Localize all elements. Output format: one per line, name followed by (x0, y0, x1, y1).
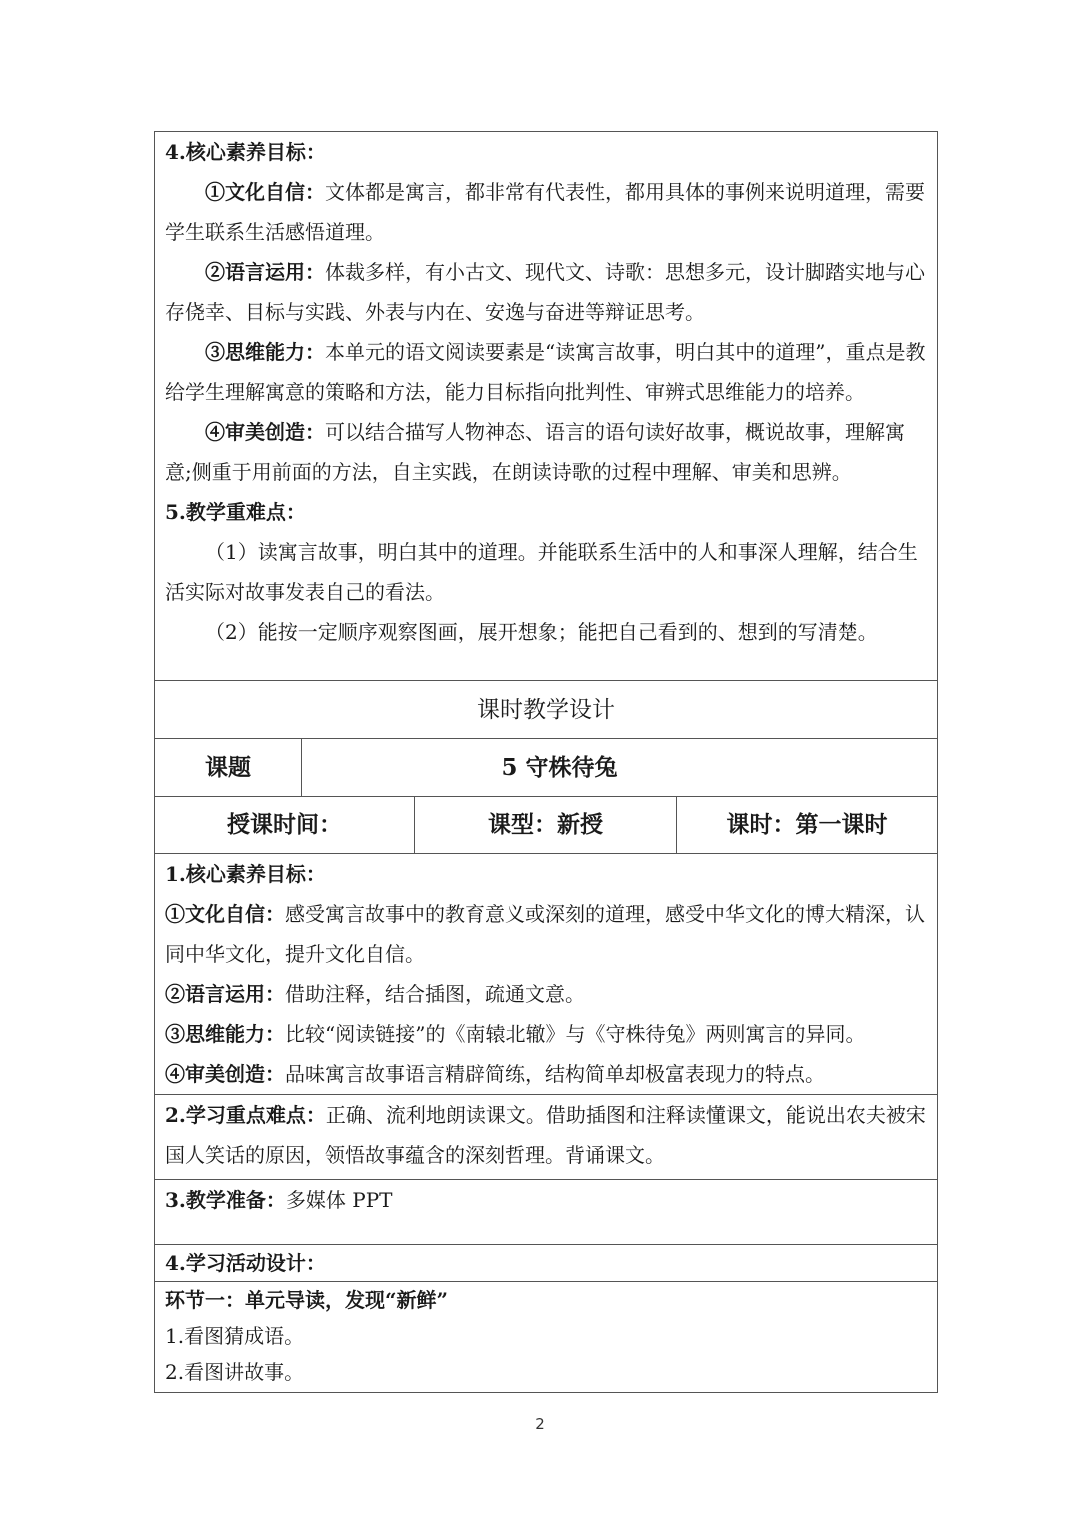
time-label: 授课时间： (155, 797, 415, 854)
prep-row (155, 1180, 938, 1245)
unit-goal-language: ②语言运用：体裁多样，有小古文、现代文、诗歌：思想多元，设计脚踏实地与心存侥幸、目标与实践、外表与内在、安逸与奋进等辩证思考。 (165, 260, 925, 324)
unit-difficulty-1: （1）读寓言故事，明白其中的道理。并能联系生活中的人和事深人理解，结合生活实际对故事发表自己的看法。 (165, 540, 918, 604)
period-label: 课时：第一课时 (677, 797, 938, 854)
goals-heading: 1.核心素养目标： (165, 862, 326, 886)
activity-heading: 4.学习活动设计： (165, 1251, 326, 1275)
activity-stage: 环节一：单元导读，发现“新鲜” (165, 1288, 449, 1312)
lesson-info-row (155, 797, 938, 854)
key-points: 2.学习重点难点：正确、流利地朗读课文。借助插图和注释读懂课文，能说出农夫被宋国人笑话的原因，领悟故事蕴含的深刻哲理。背诵课文。 (165, 1103, 926, 1167)
unit-goals-row (155, 132, 938, 681)
unit-goal-culture: ①文化自信：文体都是寓言，都非常有代表性，都用具体的事例来说明道理，需要学生联系生活感悟道理。 (165, 180, 925, 244)
design-title: 课时教学设计 (155, 681, 938, 739)
unit-goal-aesthetic: ④审美创造：可以结合描写人物神态、语言的语句读好故事，概说故事，理解寓意;侧重于用前面的方法，自主实践，在朗读诗歌的过程中理解、审美和思辨。 (165, 420, 905, 484)
key-points-cell (155, 1095, 938, 1180)
activity-cell (155, 1282, 938, 1393)
goal-language: ②语言运用：借助注释，结合插图，疏通文意。 (165, 982, 585, 1006)
key-points-row (155, 1095, 938, 1180)
topic-value: 5 守株待兔 (302, 739, 938, 797)
unit-difficulties-heading: 5.教学重难点： (165, 500, 306, 524)
topic-row (155, 739, 938, 797)
prep-cell (155, 1180, 938, 1245)
unit-goals-cell (155, 132, 938, 681)
design-title-row (155, 681, 938, 739)
unit-difficulty-2: （2）能按一定顺序观察图画，展开想象；能把自己看到的、想到的写清楚。 (205, 620, 878, 644)
goal-culture: ①文化自信：感受寓言故事中的教育意义或深刻的道理，感受中华文化的博大精深，认同中华文化，提升文化自信。 (165, 902, 925, 966)
unit-goal-thinking: ③思维能力：本单元的语文阅读要素是“读寓言故事，明白其中的道理”，重点是教给学生理解寓意的策略和方法，能力目标指向批判性、审辨式思维能力的培养。 (165, 340, 926, 404)
goals-row (155, 854, 938, 1095)
lesson-plan-table (154, 131, 938, 1393)
activity-heading-cell (155, 1245, 938, 1282)
prep: 3.教学准备：多媒体 PPT (165, 1188, 393, 1212)
type-label: 课型：新授 (415, 797, 677, 854)
page-number: 2 (535, 1415, 545, 1433)
activity-heading-row (155, 1245, 938, 1282)
unit-goals-heading: 4.核心素养目标： (165, 140, 326, 164)
activity-step-2: 2.看图讲故事。 (165, 1360, 305, 1384)
activity-step-1: 1.看图猜成语。 (165, 1324, 305, 1348)
goal-aesthetic: ④审美创造：品味寓言故事语言精辟简练，结构简单却极富表现力的特点。 (165, 1062, 825, 1086)
activity-row (155, 1282, 938, 1393)
goal-thinking: ③思维能力：比较“阅读链接”的《南辕北辙》与《守株待兔》两则寓言的异同。 (165, 1022, 866, 1046)
goals-cell (155, 854, 938, 1095)
topic-label: 课题 (155, 739, 302, 797)
